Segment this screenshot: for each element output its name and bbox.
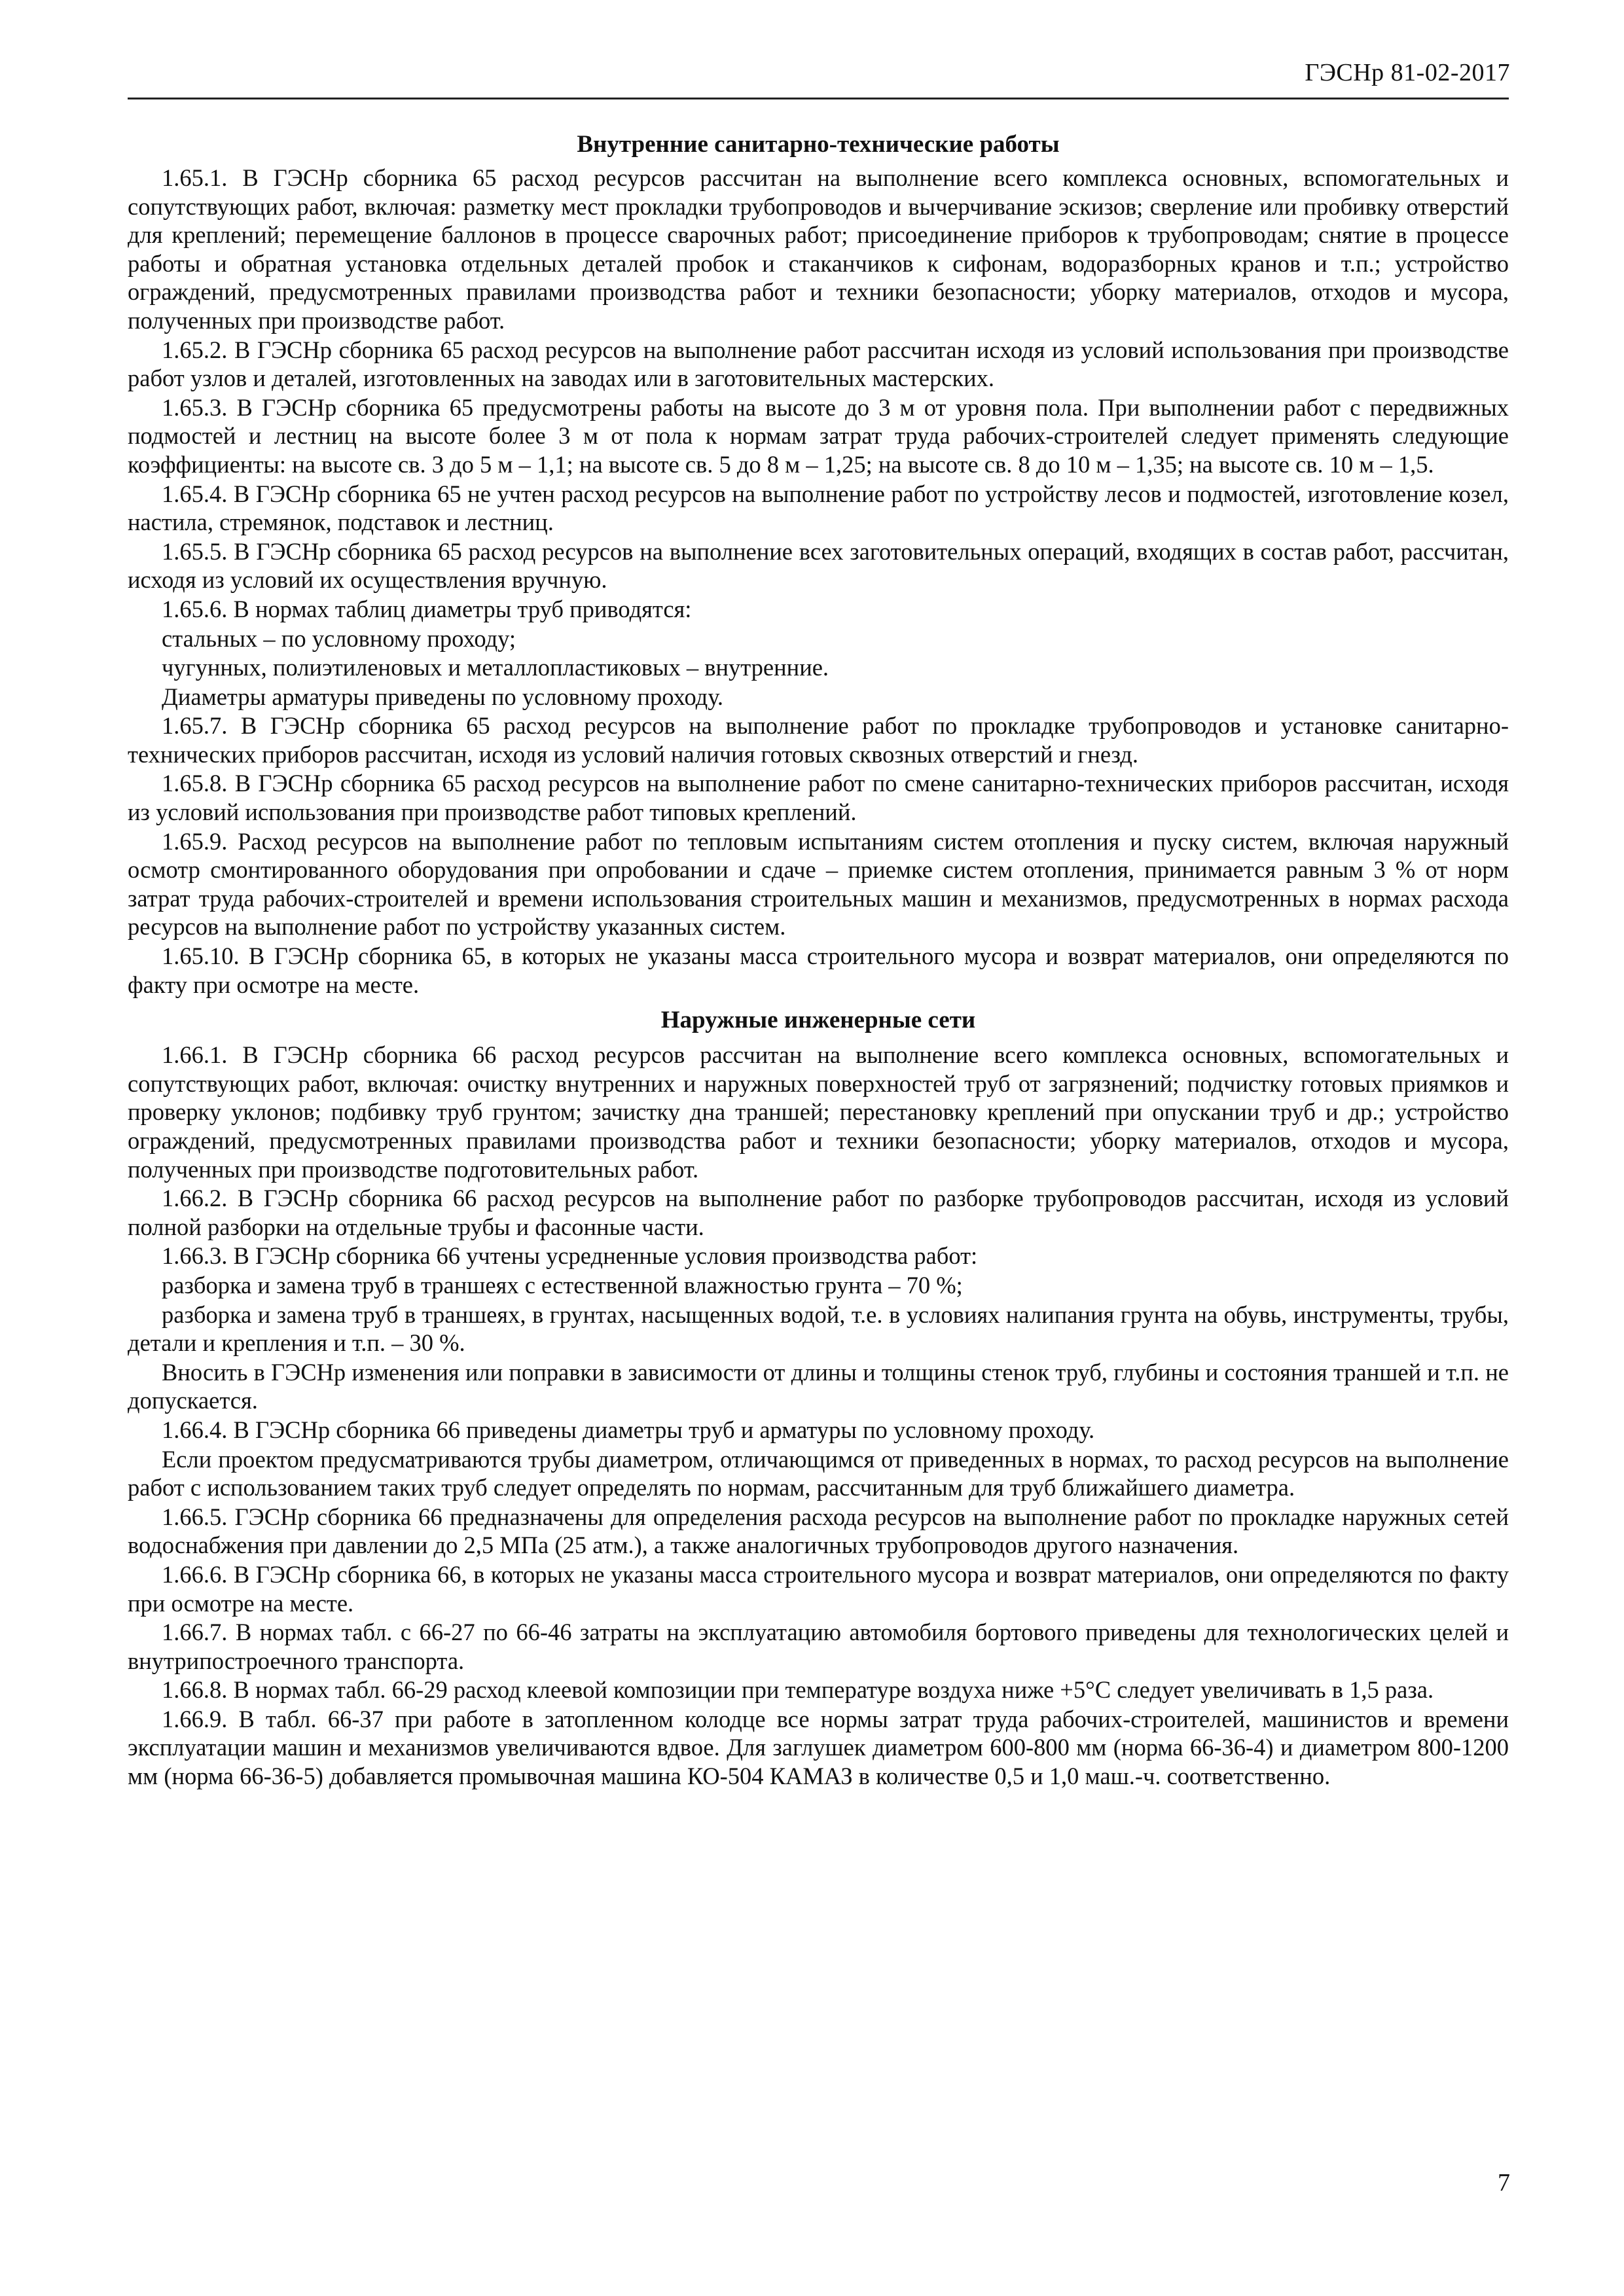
section-title-internal-sanitary: Внутренние санитарно-технические работы: [577, 131, 1060, 158]
paragraph-1-66-2: 1.66.2. В ГЭСНр сборника 66 расход ресурсов на выполнение работ по разборке трубопроводов рассчитан, исходя из условий полной разборки на отдельные трубы и фасонные части.: [128, 1185, 1509, 1240]
paragraph-cast-iron-pipes: чугунных, полиэтиленовых и металлопластиковых – внутренние.: [162, 654, 829, 681]
paragraph-1-65-10: 1.65.10. В ГЭСНр сборника 65, в которых не указаны масса строительного мусора и возврат материалов, они определяются по факту при осмотре на месте.: [128, 942, 1509, 998]
paragraph-natural-moisture: разборка и замена труб в траншеях с естественной влажностью грунта – 70 %;: [162, 1271, 963, 1299]
paragraph-1-66-1: 1.66.1. В ГЭСНр сборника 66 расход ресурсов рассчитан на выполнение всего комплекса основных, вспомогательных и сопутствующих работ, включая: очистку внутренних и наружных поверхностей труб от загрязнений; подчистку готовых приямков и проверку уклонов; подбивку труб грунтом; зачистку дна траншей; перестановку креплений при опускании труб и др.; устройство ограждений, предусмотренных правилами производства работ и техники безопасности; уборку материалов, отходов и мусора, полученных при производстве подготовительных работ.: [128, 1041, 1509, 1183]
paragraph-1-65-5: 1.65.5. В ГЭСНр сборника 65 расход ресурсов на выполнение всех заготовительных операций, входящих в состав работ, рассчитан, исходя из условий их осуществления вручную.: [128, 537, 1509, 594]
document-code: ГЭСНр 81-02-2017: [1305, 59, 1510, 86]
paragraph-no-corrections: Вносить в ГЭСНр изменения или поправки в зависимости от длины и толщины стенок труб, глубины и состояния траншей и т.п. не допускается.: [128, 1358, 1509, 1414]
paragraph-1-66-6: 1.66.6. В ГЭСНр сборника 66, в которых не указаны масса строительного мусора и возврат материалов, они определяются по факту при осмотре на месте.: [128, 1560, 1509, 1617]
paragraph-1-65-8: 1.65.8. В ГЭСНр сборника 65 расход ресурсов на выполнение работ по смене санитарно-технических приборов рассчитан, исходя из условий использования при производстве работ типовых креплений.: [128, 770, 1509, 826]
page-number: 7: [1498, 2169, 1510, 2197]
paragraph-1-65-4: 1.65.4. В ГЭСНр сборника 65 не учтен расход ресурсов на выполнение работ по устройству лесов и подмостей, изготовление козел, настила, стремянок, подставок и лестниц.: [128, 480, 1509, 536]
header-rule: [128, 98, 1509, 99]
page-content: [128, 128, 1509, 1791]
paragraph-nearest-diameter: Если проектом предусматриваются трубы диаметром, отличающимся от приведенных в нормах, то расход ресурсов на выполнение работ с использованием таких труб следует определять по нормам, рассчитанным для труб ближайшего диаметра.: [128, 1445, 1509, 1501]
paragraph-1-66-8: 1.66.8. В нормах табл. 66-29 расход клеевой композиции при температуре воздуха ниже +5°С следует увеличивать в 1,5 раза.: [162, 1676, 1434, 1704]
paragraph-1-65-1: 1.65.1. В ГЭСНр сборника 65 расход ресурсов рассчитан на выполнение всего комплекса основных, вспомогательных и сопутствующих работ, включая: разметку мест прокладки трубопроводов и вычерчивание эскизов; сверление или пробивку отверстий для креплений; перемещение баллонов в процессе сварочных работ; присоединение приборов к трубопроводам; снятие в процессе работы и обратная установка отдельных деталей пробок и стаканчиков к сифонам, водоразборных кранов и т.п.; устройство ограждений, предусмотренных правилами производства работ и техники безопасности; уборку материалов, отходов и мусора, полученных при производстве работ.: [128, 164, 1509, 334]
paragraph-valve-diameters: Диаметры арматуры приведены по условному проходу.: [162, 683, 723, 710]
paragraph-steel-pipes: стальных – по условному проходу;: [162, 624, 516, 652]
section-title-external-networks: Наружные инженерные сети: [660, 1007, 976, 1034]
paragraph-1-65-6: 1.65.6. В нормах таблиц диаметры труб приводятся:: [162, 595, 692, 622]
paragraph-1-66-5: 1.66.5. ГЭСНр сборника 66 предназначены для определения расхода ресурсов на выполнение работ по прокладке наружных сетей водоснабжения при давлении до 2,5 МПа (25 атм.), а также аналогичных трубопроводов другого назначения.: [128, 1503, 1509, 1559]
paragraph-1-66-7: 1.66.7. В нормах табл. с 66-27 по 66-46 затраты на эксплуатацию автомобиля бортового приведены для технологических целей и внутрипостроечного транспорта.: [128, 1619, 1509, 1674]
paragraph-1-65-3: 1.65.3. В ГЭСНр сборника 65 предусмотрены работы на высоте до 3 м от уровня пола. При выполнении работ с передвижных подмостей и лестниц на высоте более 3 м от пола к нормам затрат труда рабочих-строителей следует применять следующие коэффициенты: на высоте св. 3 до 5 м – 1,1; на высоте св. 5 до 8 м – 1,25; на высоте св. 8 до 10 м – 1,35; на высоте св. 10 м – 1,5.: [128, 393, 1509, 478]
paragraph-1-66-4: 1.66.4. В ГЭСНр сборника 66 приведены диаметры труб и арматуры по условному проходу.: [162, 1416, 1095, 1443]
paragraph-1-65-2: 1.65.2. В ГЭСНр сборника 65 расход ресурсов на выполнение работ рассчитан исходя из условий использования при производстве работ узлов и деталей, изготовленных на заводах или в заготовительных мастерских.: [128, 336, 1509, 392]
paragraph-saturated-soils: разборка и замена труб в траншеях, в грунтах, насыщенных водой, т.е. в условиях налипания грунта на обувь, инструменты, трубы, детали и крепления и т.п. – 30 %.: [128, 1300, 1509, 1357]
paragraph-1-65-7: 1.65.7. В ГЭСНр сборника 65 расход ресурсов на выполнение работ по прокладке трубопроводов и установке санитарно-технических приборов рассчитан, исходя из условий наличия готовых сквозных отверстий и гнезд.: [128, 712, 1509, 768]
paragraph-1-66-3: 1.66.3. В ГЭСНр сборника 66 учтены усредненные условия производства работ:: [162, 1242, 978, 1270]
paragraph-1-65-9: 1.65.9. Расход ресурсов на выполнение работ по тепловым испытаниям систем отопления и пуску систем, включая наружный осмотр смонтированного оборудования при опробовании и сдаче – приемке систем отопления, принимается равным 3 % от норм затрат труда рабочих-строителей и времени использования строительных машин и механизмов, предусмотренных в нормах расхода ресурсов на выполнение работ по устройству указанных систем.: [128, 827, 1509, 941]
paragraph-1-66-9: 1.66.9. В табл. 66-37 при работе в затопленном колодце все нормы затрат труда рабочих-строителей, машинистов и времени эксплуатации машин и механизмов увеличиваются вдвое. Для заглушек диаметром 600-800 мм (норма 66-36-4) и диаметром 800-1200 мм (норма 66-36-5) добавляется промывочная машина КО-504 КАМАЗ в количестве 0,5 и 1,0 маш.-ч. соответственно.: [128, 1705, 1509, 1790]
